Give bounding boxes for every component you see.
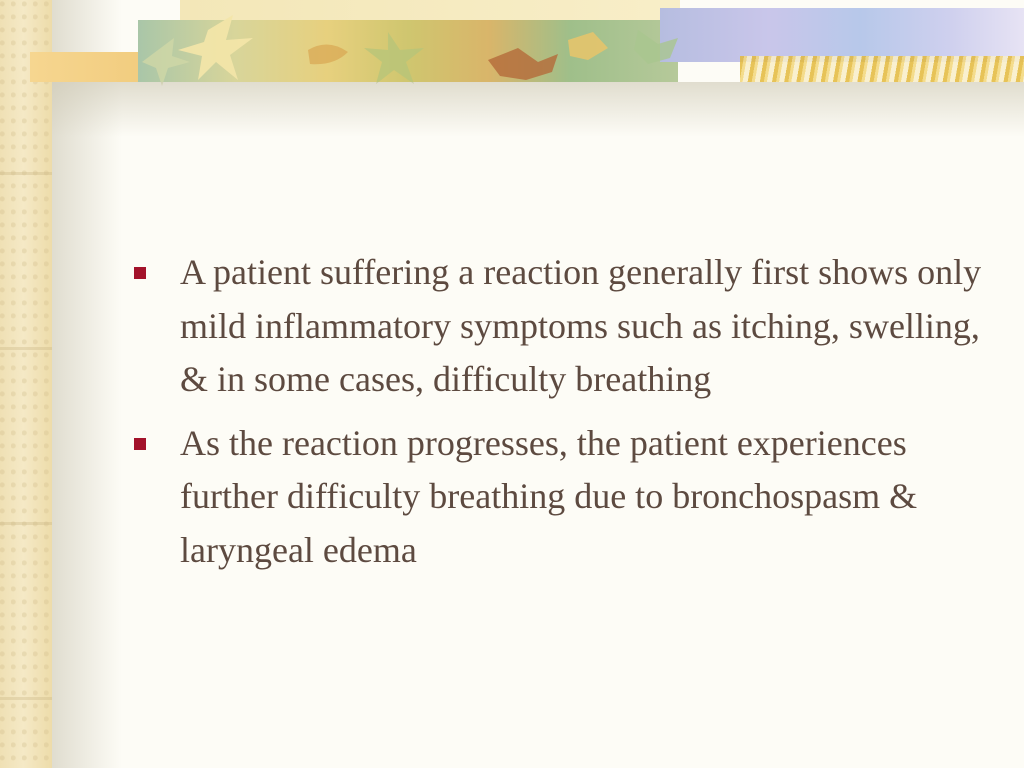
bullet-text: As the reaction progresses, the patient experiences further difficulty breathing due to bronchospasm & laryngeal edema: [180, 422, 918, 570]
bullet-text: A patient suffering a reaction generally first shows only mild inflammatory symptoms such as itching, swelling, & in some cases, difficulty breathing: [180, 252, 982, 399]
banner-blue-strip: [660, 8, 1024, 62]
bullet-item: [130, 417, 990, 578]
square-bullet-icon: [134, 267, 146, 279]
banner-shadow: [52, 82, 1024, 137]
left-textured-bar: [0, 0, 52, 768]
bullet-list: [130, 246, 990, 587]
square-bullet-icon: [134, 438, 146, 450]
bullet-item: [130, 246, 990, 407]
banner-wheat-strip: [740, 56, 1024, 82]
autumn-leaves-banner-icon: [138, 10, 698, 90]
